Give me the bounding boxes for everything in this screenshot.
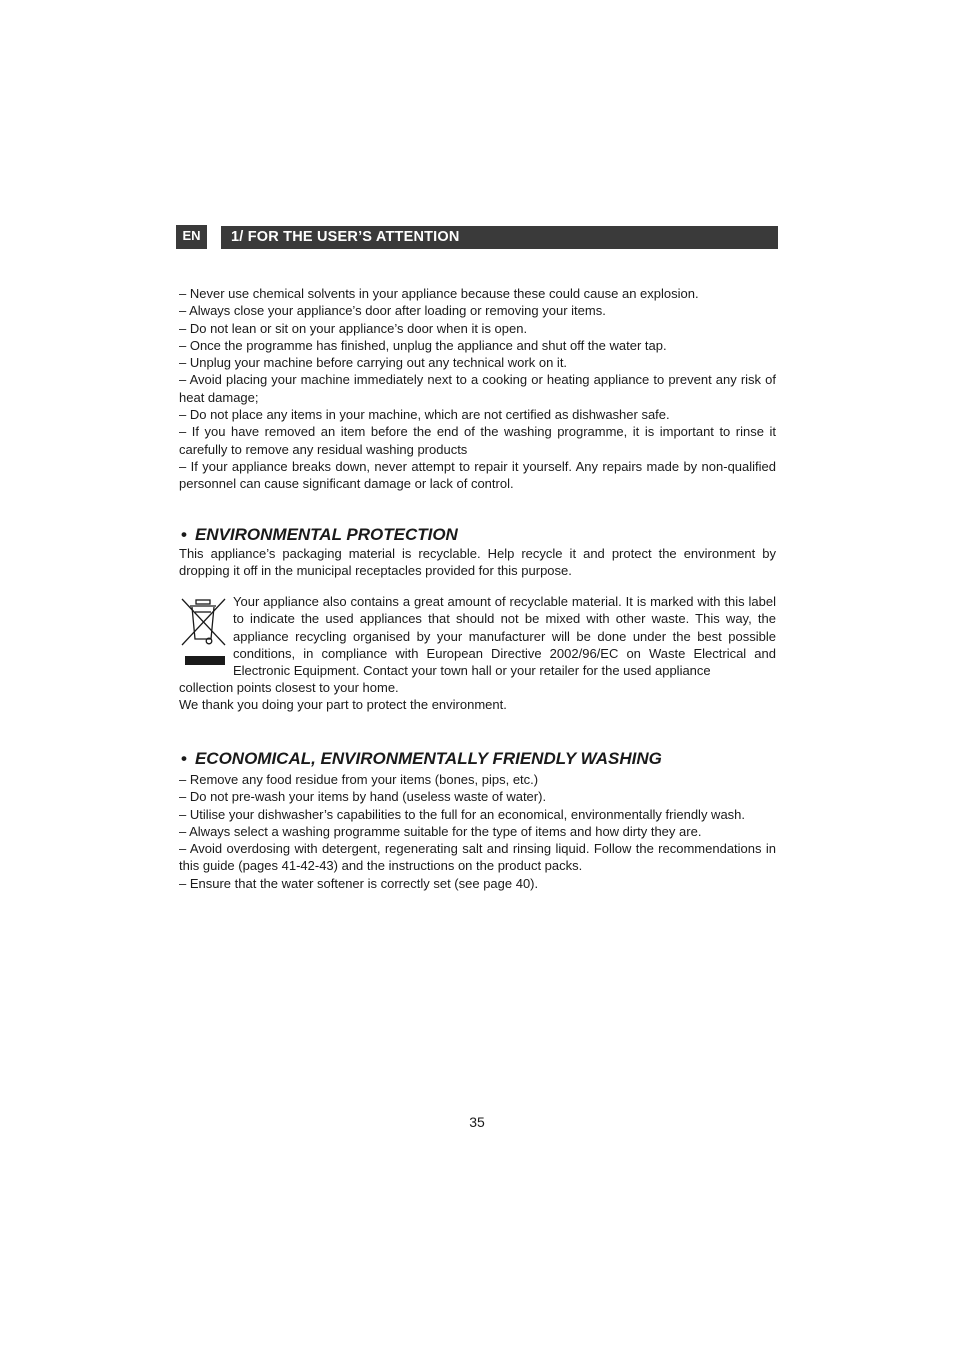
language-badge: EN [176,225,207,249]
heading-text: ECONOMICAL, ENVIRONMENTALLY FRIENDLY WASHING [194,749,662,768]
heading-bullet: • [181,525,187,544]
page-number: 35 [469,1114,485,1130]
list-item: – Always select a washing programme suitable for the type of items and how dirty they are. [179,823,702,839]
list-item: – Utilise your dishwasher’s capabilities to the full for an economical, environmentally friendly wash. [179,806,746,822]
list-item: – Never use chemical solvents in your appliance because these could cause an explosion. [179,286,699,301]
environment-intro [179,545,776,580]
attention-list [179,285,776,493]
section-title-bar: 1/ FOR THE USER’S ATTENTION [221,226,778,249]
list-item: – Do not pre-wash your items by hand (useless waste of water). [179,789,547,805]
list-item: – Avoid overdosing with detergent, regenerating salt and rinsing liquid. Follow the recommendations in this guide (pages 41-42-43) and the instructions on the product packs. [179,841,776,874]
crossed-out-wheelie-bin-icon [180,597,228,667]
heading-text: ENVIRONMENTAL PROTECTION [194,525,458,544]
paragraph: collection points closest to your home. [179,680,399,695]
environment-closing [179,679,776,714]
list-item: – Ensure that the water softener is correctly set (see page 40). [179,875,539,891]
heading-bullet: • [181,749,187,768]
list-item: – If you have removed an item before the end of the washing programme, it is important to rinse it carefully to remove any residual washing products [179,424,776,457]
washing-list [179,771,776,892]
list-item: – Always close your appliance’s door after loading or removing your items. [179,303,606,319]
list-item: – Avoid placing your machine immediately next to a cooking or heating appliance to prevent any risk of heat damage; [179,372,776,405]
list-item: – Remove any food residue from your items (bones, pips, etc.) [179,772,539,787]
paragraph: We thank you doing your part to protect the environment. [179,697,507,713]
weee-paragraph: Your appliance also contains a great amount of recyclable material. It is marked with this label to indicate the used appliances that should not be mixed with other waste. This way, the appliance recycling organised by your manufacturer will be done under the best possible conditions, in compliance with European Directive 2002/96/EC on Waste Electrical and Electronic Equipment. Contact your town hall or your retailer for the used appliance [233,594,776,679]
list-item: – Once the programme has finished, unplug the appliance and shut off the water tap. [179,337,667,353]
paragraph: This appliance’s packaging material is recyclable. Help recycle it and protect the environment by dropping it off in the municipal receptacles provided for this purpose. [179,546,776,579]
list-item: – If your appliance breaks down, never attempt to repair it yourself. Any repairs made by non-qualified personnel can cause significant damage or lack of control. [179,458,776,492]
environmental-protection-heading [181,525,781,545]
list-item: – Unplug your machine before carrying out any technical work on it. [179,355,568,371]
list-item: – Do not lean or sit on your appliance’s door when it is open. [179,320,528,336]
list-item: – Do not place any items in your machine, which are not certified as dishwasher safe. [179,407,670,423]
economical-washing-heading [181,749,781,769]
